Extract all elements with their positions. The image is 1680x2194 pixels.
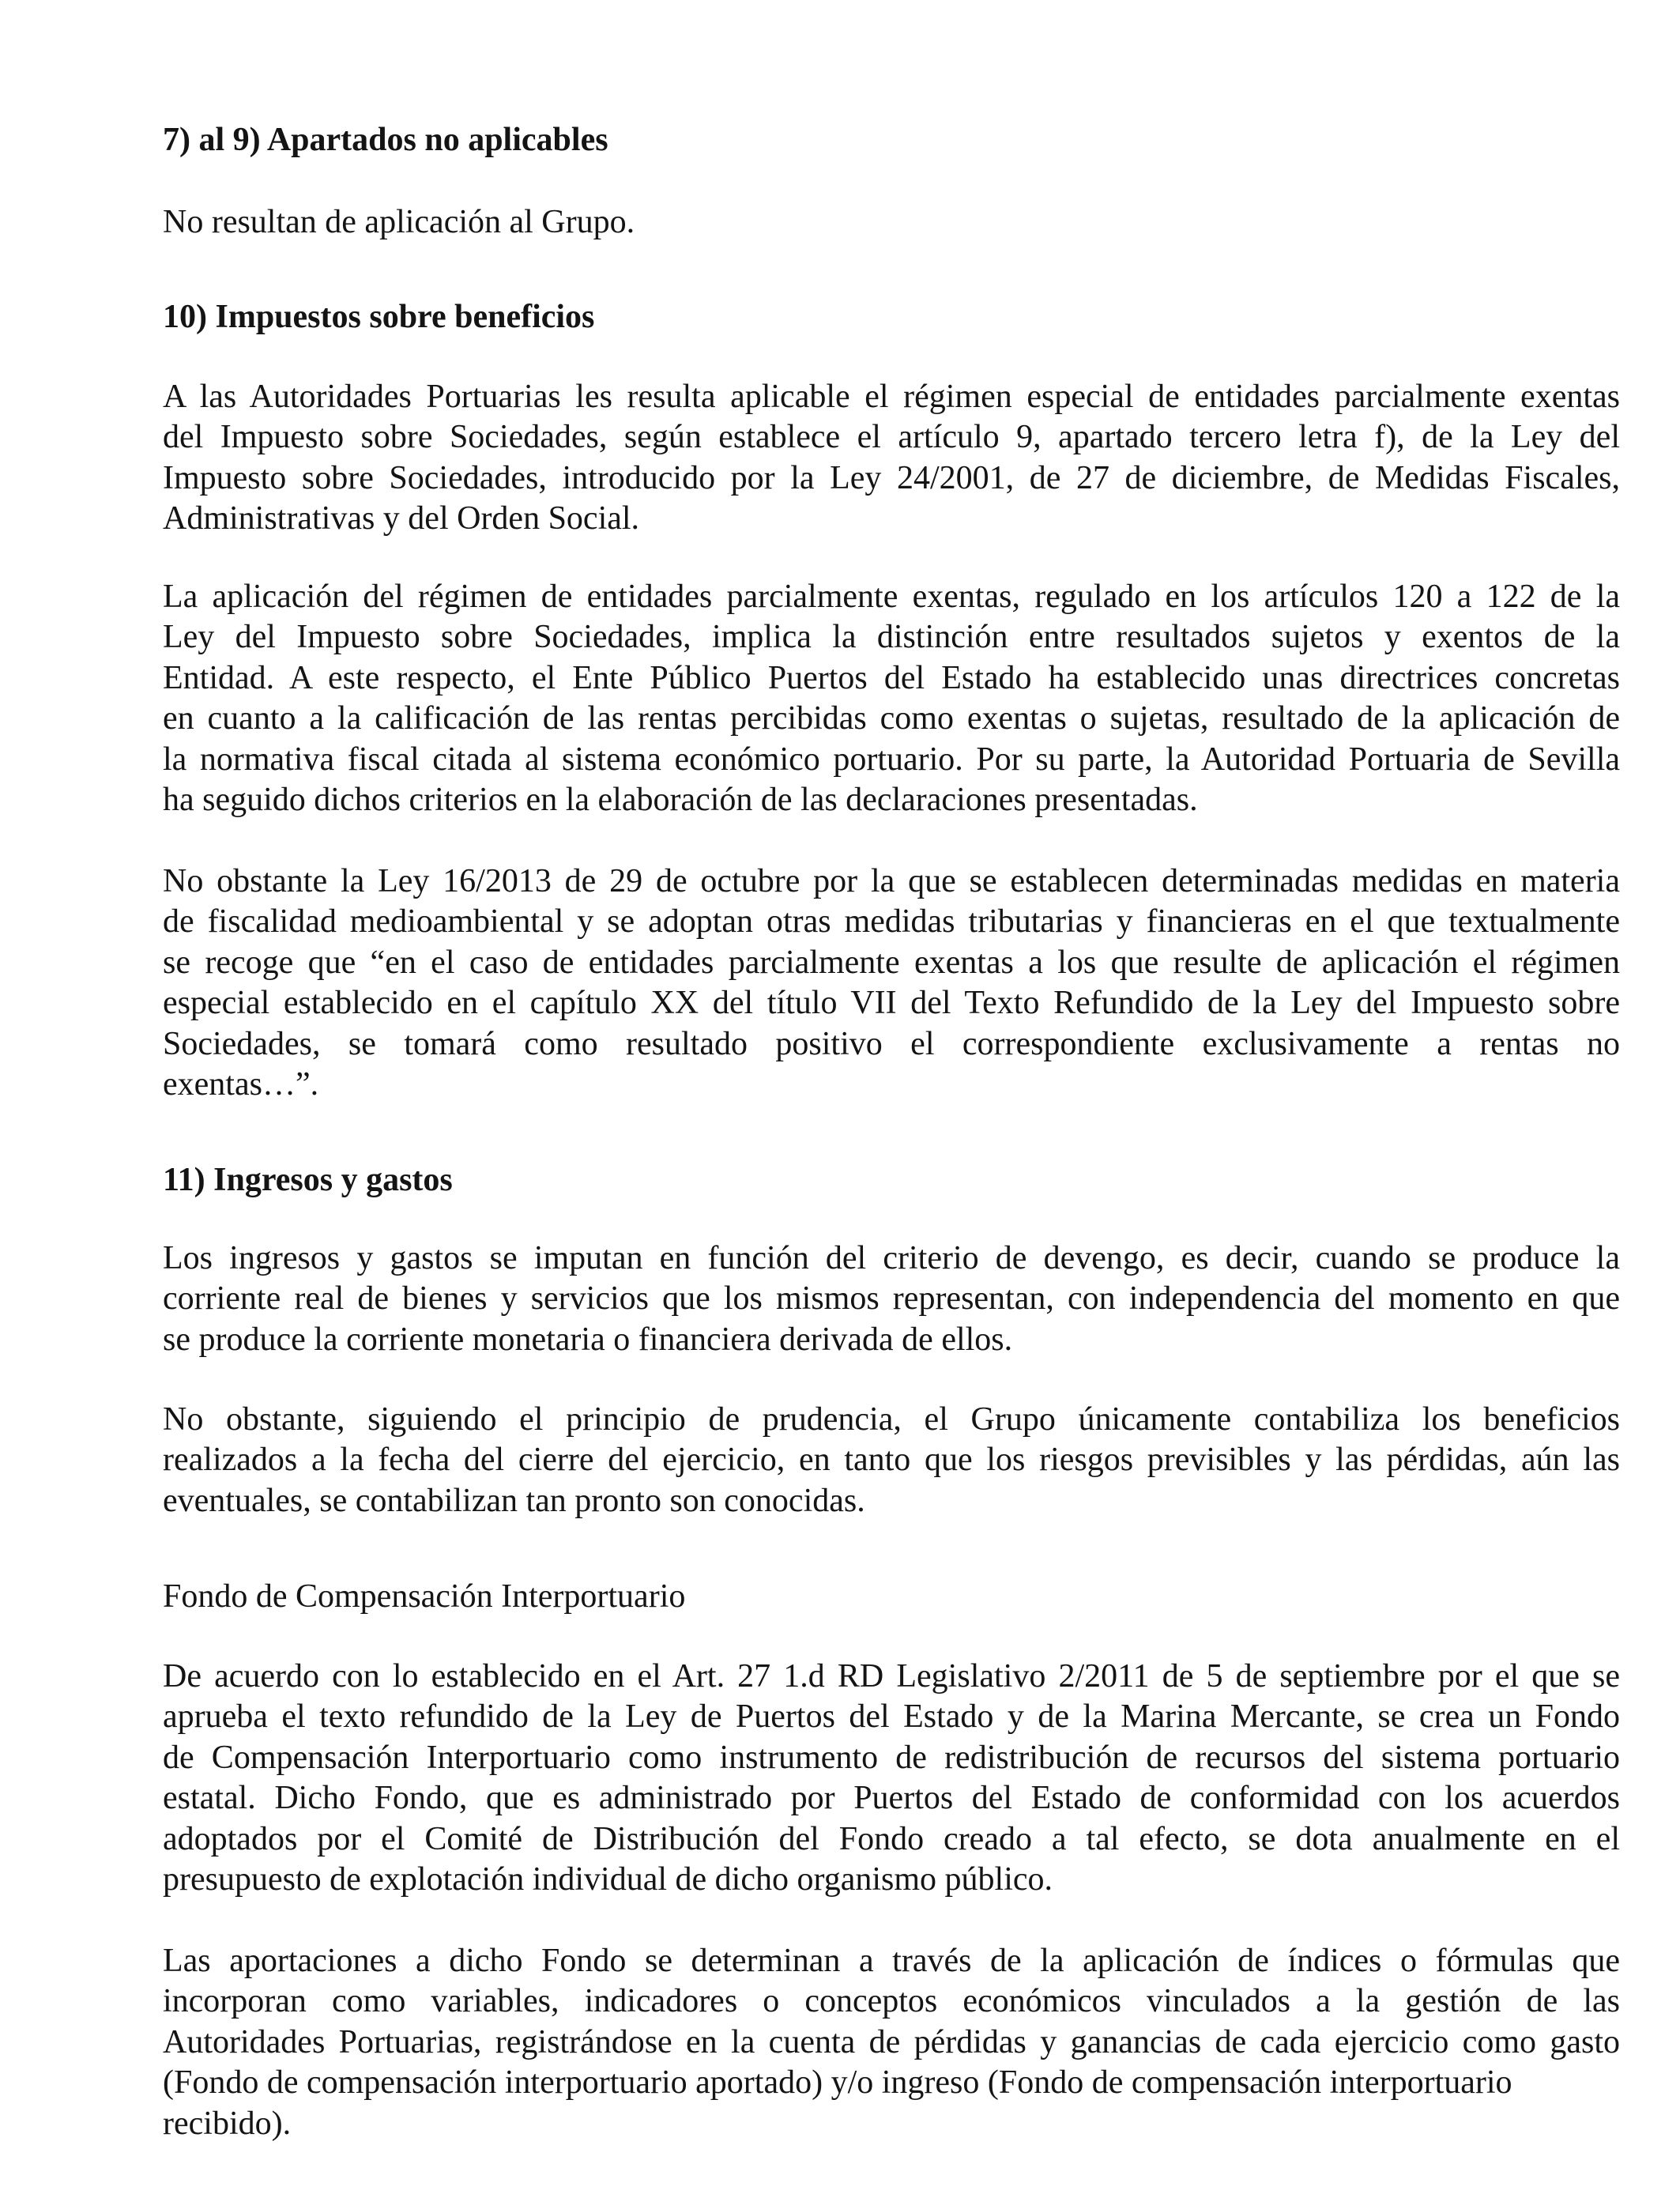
paragraph-aportaciones-fondo xyxy=(163,1941,1620,2144)
text-line: corriente real de bienes y servicios que los mismos representan, con independencia del momento en que xyxy=(163,1280,1620,1318)
text-line: realizados a la fecha del cierre del ejercicio, en tanto que los riesgos previsibles y las pérdidas, aún las xyxy=(163,1442,1620,1479)
text-line: en cuanto a la calificación de las rentas percibidas como exentas o sujetas, resultado de la aplicación de xyxy=(163,700,1620,737)
text-line: incorporan como variables, indicadores o conceptos económicos vinculados a la gestión de las xyxy=(163,1983,1620,2020)
paragraph-principio-prudencia xyxy=(163,1400,1620,1521)
paragraph-ley-16-2013 xyxy=(163,861,1620,1105)
text-line: Impuesto sobre Sociedades, introducido por la Ley 24/2001, de 27 de diciembre, de Medidas Fiscales, xyxy=(163,459,1620,496)
text-line: estatal. Dicho Fondo, que es administrado por Puertos del Estado de conformidad con los acuerdos xyxy=(163,1780,1620,1817)
text-line: de fiscalidad medioambiental y se adoptan otras medidas tributarias y financieras en el que textualmente xyxy=(163,903,1620,941)
text-line: Ley del Impuesto sobre Sociedades, implica la distinción entre resultados sujetos y exentos de la xyxy=(163,619,1620,656)
text-line: adoptados por el Comité de Distribución del Fondo creado a tal efecto, se dota anualmente en el xyxy=(163,1820,1620,1857)
text-line: A las Autoridades Portuarias les resulta aplicable el régimen especial de entidades parcialmente exentas xyxy=(163,379,1620,415)
text-line: La aplicación del régimen de entidades parcialmente exentas, regulado en los artículos 120 a 122 de la xyxy=(163,579,1620,615)
section-heading-10: 10) Impuestos sobre beneficios xyxy=(163,299,595,335)
section-heading-7-9: 7) al 9) Apartados no aplicables xyxy=(163,122,608,158)
text-line: Sociedades, se tomará como resultado positivo el correspondiente exclusivamente a rentas no xyxy=(163,1025,1620,1062)
text-line: No obstante, siguiendo el principio de prudencia, el Grupo únicamente contabiliza los beneficios xyxy=(163,1401,1620,1438)
text-line: Las aportaciones a dicho Fondo se determinan a través de la aplicación de índices o fórmulas que xyxy=(163,1943,1620,1979)
paragraph-no-aplicacion: No resultan de aplicación al Grupo. xyxy=(163,204,635,240)
text-line: Los ingresos y gastos se imputan en función del criterio de devengo, es decir, cuando se produce la xyxy=(163,1240,1620,1276)
text-line: Administrativas y del Orden Social. xyxy=(163,500,640,537)
text-line: Autoridades Portuarias, registrándose en la cuenta de pérdidas y ganancias de cada ejercicio como gasto xyxy=(163,2023,1620,2060)
text-line: No obstante la Ley 16/2013 de 29 de octubre por la que se establecen determinadas medidas en materia xyxy=(163,863,1620,899)
text-line: se produce la corriente monetaria o financiera derivada de ellos. xyxy=(163,1321,1013,1358)
text-line: recibido). xyxy=(163,2105,292,2142)
subheading-fondo-compensacion: Fondo de Compensación Interportuario xyxy=(163,1578,686,1615)
text-line: (Fondo de compensación interportuario aportado) y/o ingreso (Fondo de compensación interportuario xyxy=(163,2064,1512,2102)
text-line: de Compensación Interportuario como instrumento de redistribución de recursos del sistema portuario xyxy=(163,1739,1620,1776)
paragraph-entidades-exentas xyxy=(163,577,1620,820)
text-line: presupuesto de explotación individual de dicho organismo público. xyxy=(163,1860,1053,1898)
text-line: la normativa fiscal citada al sistema económico portuario. Por su parte, la Autoridad Portuaria de Sevilla xyxy=(163,741,1620,778)
paragraph-criterio-devengo xyxy=(163,1238,1620,1360)
text-line: aprueba el texto refundido de la Ley de Puertos del Estado y de la Marina Mercante, se crea un Fondo xyxy=(163,1698,1620,1736)
text-line: del Impuesto sobre Sociedades, según establece el artículo 9, apartado tercero letra f), de la Ley del xyxy=(163,419,1620,456)
text-line: especial establecido en el capítulo XX del título VII del Texto Refundido de la Ley del Impuesto sobre xyxy=(163,985,1620,1022)
text-line: Entidad. A este respecto, el Ente Público Puertos del Estado ha establecido unas directrices concretas xyxy=(163,659,1620,696)
text-line: se recoge que “en el caso de entidades parcialmente exentas a los que resulte de aplicación el régimen xyxy=(163,944,1620,981)
text-line: eventuales, se contabilizan tan pronto son conocidas. xyxy=(163,1482,865,1519)
text-line: exentas…”. xyxy=(163,1065,319,1103)
text-line: ha seguido dichos criterios en la elaboración de las declaraciones presentadas. xyxy=(163,781,1198,818)
section-heading-11: 11) Ingresos y gastos xyxy=(163,1162,453,1198)
paragraph-regimen-especial xyxy=(163,377,1620,540)
text-line: De acuerdo con lo establecido en el Art. 27 1.d RD Legislativo 2/2011 de 5 de septiembre por el que se xyxy=(163,1658,1620,1695)
paragraph-art-27 xyxy=(163,1657,1620,1900)
